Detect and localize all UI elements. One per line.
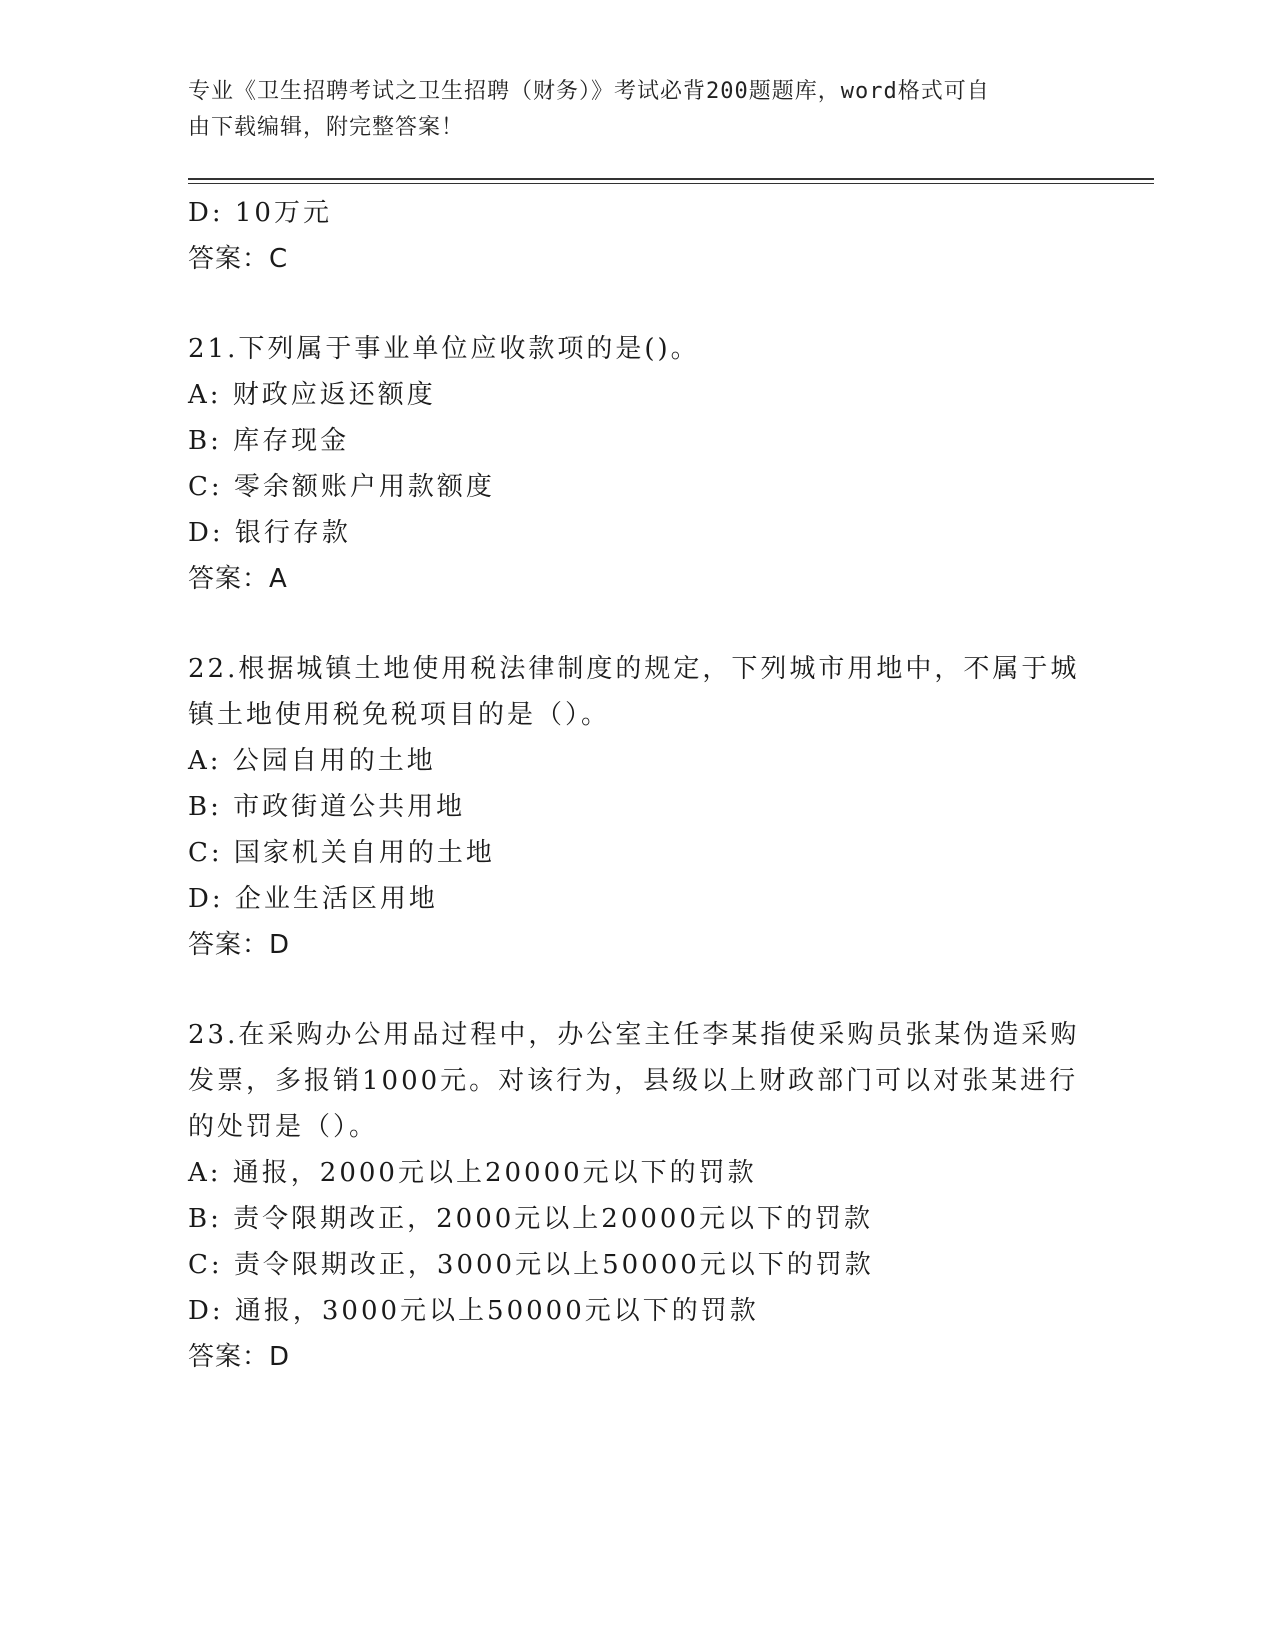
question-21 [188, 326, 1088, 602]
header-divider-thin [188, 183, 1154, 184]
answer-line: 答案：D [188, 930, 291, 960]
question-20-tail [188, 190, 1088, 282]
option-d: D: 10万元 [188, 198, 332, 228]
option-d: D: 银行存款 [188, 518, 351, 548]
question-stem-line-2: 镇土地使用税免税项目的是（）。 [188, 700, 611, 730]
option-b: B: 库存现金 [188, 426, 350, 456]
option-a: A: 公园自用的土地 [188, 746, 436, 776]
option-a: A: 财政应返还额度 [188, 380, 436, 410]
header-divider-thick [188, 178, 1154, 180]
document-header [188, 74, 1088, 146]
header-line-1: 专业《卫生招聘考试之卫生招聘（财务）》考试必背200题题库，word格式可自 [188, 79, 990, 104]
option-d: D: 通报，3000元以上50000元以下的罚款 [188, 1296, 759, 1326]
option-b: B: 市政街道公共用地 [188, 792, 466, 822]
question-stem: 21.下列属于事业单位应收款项的是()。 [188, 334, 700, 364]
question-stem-line-1: 23.在采购办公用品过程中，办公室主任李某指使采购员张某伪造采购 [188, 1020, 1080, 1050]
question-stem-line-2: 发票，多报销1000元。对该行为，县级以上财政部门可以对张某进行 [188, 1066, 1079, 1096]
answer-line: 答案：A [188, 564, 288, 594]
option-c: C: 国家机关自用的土地 [188, 838, 495, 868]
document-body [188, 190, 1088, 1380]
option-c: C: 零余额账户用款额度 [188, 472, 495, 502]
option-c: C: 责令限期改正，3000元以上50000元以下的罚款 [188, 1250, 874, 1280]
question-stem-line-3: 的处罚是（）。 [188, 1112, 379, 1142]
question-stem-line-1: 22.根据城镇土地使用税法律制度的规定，下列城市用地中，不属于城 [188, 654, 1080, 684]
spacer [188, 282, 1088, 326]
question-23 [188, 1012, 1088, 1380]
spacer [188, 968, 1088, 1012]
option-a: A: 通报，2000元以上20000元以下的罚款 [188, 1158, 757, 1188]
question-22 [188, 646, 1088, 968]
answer-line: 答案：C [188, 244, 289, 274]
spacer [188, 602, 1088, 646]
answer-line: 答案：D [188, 1342, 291, 1372]
option-b: B: 责令限期改正，2000元以上20000元以下的罚款 [188, 1204, 874, 1234]
header-line-2: 由下载编辑，附完整答案！ [188, 115, 465, 140]
option-d: D: 企业生活区用地 [188, 884, 438, 914]
